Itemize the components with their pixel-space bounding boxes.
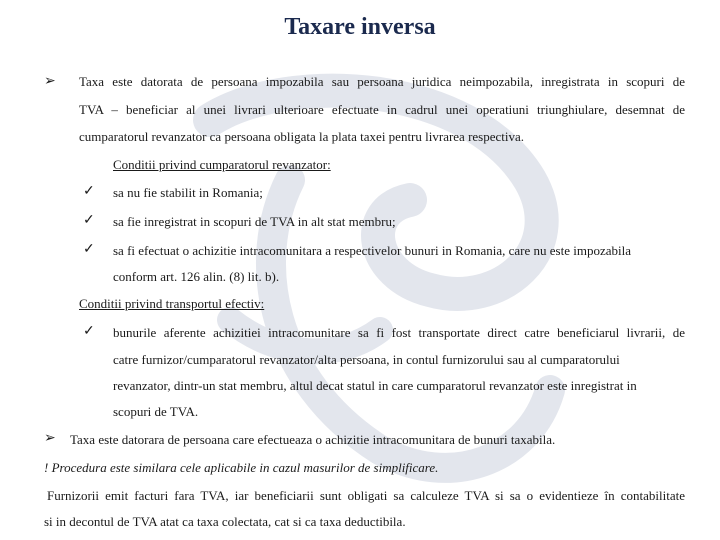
check-icon: ✓: [83, 242, 95, 257]
transport-condition-line-2: catre furnizor/cumparatorul revanzator/alta persoana, in contul furnizorului sau al cumparatorului: [113, 352, 620, 367]
arrow-bullet-icon: ➢: [44, 74, 56, 89]
transport-condition-line-1: bunurile aferente achizitiei intracomunitare sa fi fost transportate direct catre beneficiarul livrarii, de: [113, 325, 685, 340]
buyer-condition-3-line-1: sa fi efectuat o achizitie intracomunitara a respectivelor bunuri in Romania, care nu este impozabila: [113, 243, 631, 258]
transport-condition-line-4: scopuri de TVA.: [113, 404, 199, 419]
buyer-condition-3-line-2: conform art. 126 alin. (8) lit. b).: [113, 269, 280, 284]
transport-condition-line-3: revanzator, dintr-un stat membru, altul decat statul in care cumparatorul revanzator este inregistrat in: [113, 378, 637, 393]
closing-line-2: si in decontul de TVA atat ca taxa colectata, cat si ca taxa deductibila.: [44, 514, 406, 529]
buyer-condition-1: sa nu fie stabilit in Romania;: [113, 185, 263, 200]
check-icon: ✓: [83, 184, 95, 199]
second-bullet-text: Taxa este datorara de persoana care efectueaza o achizitie intracomunitara de bunuri taxabila.: [70, 432, 556, 447]
page-title: Taxare inversa: [284, 14, 436, 40]
intro-line-2: TVA – beneficiar al unei livrari ulterioare efectuate in cadrul unei operatiuni triunghiulare, desemnat de: [79, 102, 685, 117]
buyer-conditions-heading: Conditii privind cumparatorul revanzator:: [113, 157, 331, 172]
check-icon: ✓: [83, 324, 95, 339]
transport-conditions-heading: Conditii privind transportul efectiv:: [79, 296, 265, 311]
buyer-condition-2: sa fie inregistrat in scopuri de TVA in alt stat membru;: [113, 214, 396, 229]
procedure-note: ! Procedura este similara cele aplicabile in cazul masurilor de simplificare.: [44, 460, 439, 475]
arrow-bullet-icon: ➢: [44, 431, 56, 446]
closing-line-1: Furnizorii emit facturi fara TVA, iar beneficiarii sunt obligati sa calculeze TVA si sa o evidentieze în contabilitate: [47, 488, 685, 503]
intro-line-1: Taxa este datorata de persoana impozabila sau persoana juridica neimpozabila, inregistrata in scopuri de: [79, 74, 685, 89]
intro-line-3: cumparatorul revanzator ca persoana obligata la plata taxei pentru livrarea respectiva.: [79, 129, 525, 144]
check-icon: ✓: [83, 213, 95, 228]
